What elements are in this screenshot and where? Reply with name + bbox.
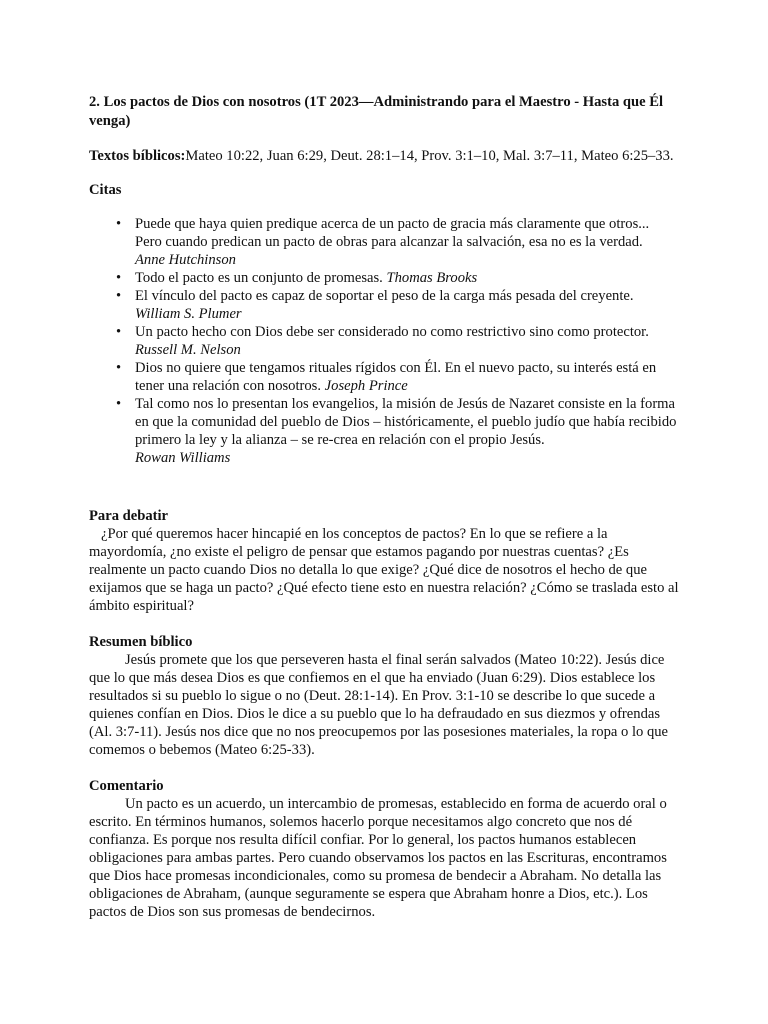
comentario-heading: Comentario	[89, 778, 164, 794]
quote-text: Todo el pacto es un conjunto de promesas.	[135, 270, 383, 286]
bullet-icon: •	[116, 360, 122, 376]
quote-author: Joseph Prince	[324, 378, 408, 394]
resumen-heading: Resumen bíblico	[89, 634, 193, 650]
list-item	[116, 323, 679, 359]
resumen-body: Jesús promete que los que perseveren hasta el final serán salvados (Mateo 10:22). Jesús dice que lo que más desea Dios es que confiemos en el que ha enviado (Juan 6:29). Dios establece los resultados si su pueblo lo sigue o no (Deut. 28:1-14). En Prov. 3:1-10 se describe lo que sucede a quienes confían en Dios. Dios le dice a su pueblo que lo ha defraudado en sus diezmos y ofrendas (Al. 3:7-11). Jesús nos dice que no nos preocupemos por las posesiones materiales, la ropa o lo que comemos o bebemos (Mateo 6:25-33).	[89, 652, 669, 758]
bullet-icon: •	[116, 270, 122, 286]
quote-text: Tal como nos lo presentan los evangelios, la misión de Jesús de Nazaret consiste en la forma en que la comunidad del pueblo de Dios – históricamente, el pueblo judío que había recibido primero la ley y la alianza – se re-crea en relación con el propio Jesús.	[135, 396, 677, 448]
document-page	[89, 93, 679, 921]
list-item	[116, 287, 679, 323]
list-item	[116, 269, 679, 287]
quote-text: Un pacto hecho con Dios debe ser considerado no como restrictivo sino como protector.	[135, 324, 649, 340]
biblical-texts-label: Textos bíblicos:	[89, 148, 186, 164]
bullet-icon: •	[116, 396, 122, 412]
document-title: 2. Los pactos de Dios con nosotros (1T 2023—Administrando para el Maestro - Hasta que Él venga)	[89, 94, 664, 129]
bullet-icon: •	[116, 324, 122, 340]
quote-text: Dios no quiere que tengamos rituales rígidos con Él. En el nuevo pacto, su interés está en tener una relación con nosotros.	[135, 360, 657, 394]
list-item	[116, 359, 679, 395]
biblical-texts	[89, 147, 679, 165]
debatir-heading: Para debatir	[89, 508, 169, 524]
bullet-icon: •	[116, 288, 122, 304]
bullet-icon: •	[116, 216, 122, 232]
quote-text: Puede que haya quien predique acerca de un pacto de gracia más claramente que otros... Pero cuando predican un pacto de obras para alcanzar la salvación, esa no es la verdad.	[135, 216, 650, 250]
debatir-body: ¿Por qué queremos hacer hincapié en los conceptos de pactos? En lo que se refiere a la mayordomía, ¿no existe el peligro de pensar que estamos pagando por nuestras cuentas? ¿Es realmente un pacto cuando Dios no detalla lo que exige? ¿Qué dice de nosotros el hecho de que exijamos que se haga un pacto? ¿Qué efecto tiene esto en nuestra relación? ¿Cómo se traslada esto al ámbito espiritual?	[89, 526, 679, 614]
biblical-texts-value: Mateo 10:22, Juan 6:29, Deut. 28:1–14, Prov. 3:1–10, Mal. 3:7–11, Mateo 6:25–33.	[185, 148, 674, 164]
list-item	[116, 395, 679, 467]
quote-author: Rowan Williams	[135, 450, 231, 466]
comentario-body: Un pacto es un acuerdo, un intercambio de promesas, establecido en forma de acuerdo oral o escrito. En términos humanos, solemos hacerlo porque necesitamos algo concreto que nos dé confianza. Es porque nos resulta difícil confiar. Por lo general, los pactos humanos establecen obligaciones para ambas partes. Pero cuando observamos los pactos en las Escrituras, encontramos que Dios hace promesas incondicionales, como su promesa de bendecir a Abraham. No detalla las obligaciones de Abraham, (aunque seguramente se espera que Abraham honre a Dios, etc.). Los pactos de Dios son sus promesas de bendecirnos.	[89, 796, 667, 920]
quote-author: Russell M. Nelson	[135, 342, 241, 358]
citas-heading: Citas	[89, 182, 122, 198]
quote-author: Thomas Brooks	[386, 270, 478, 286]
quotes-list	[89, 215, 679, 467]
quote-author: William S. Plumer	[135, 306, 242, 322]
quote-author: Anne Hutchinson	[135, 252, 236, 268]
quote-text: El vínculo del pacto es capaz de soportar el peso de la carga más pesada del creyente.	[135, 288, 634, 304]
list-item	[116, 215, 679, 269]
